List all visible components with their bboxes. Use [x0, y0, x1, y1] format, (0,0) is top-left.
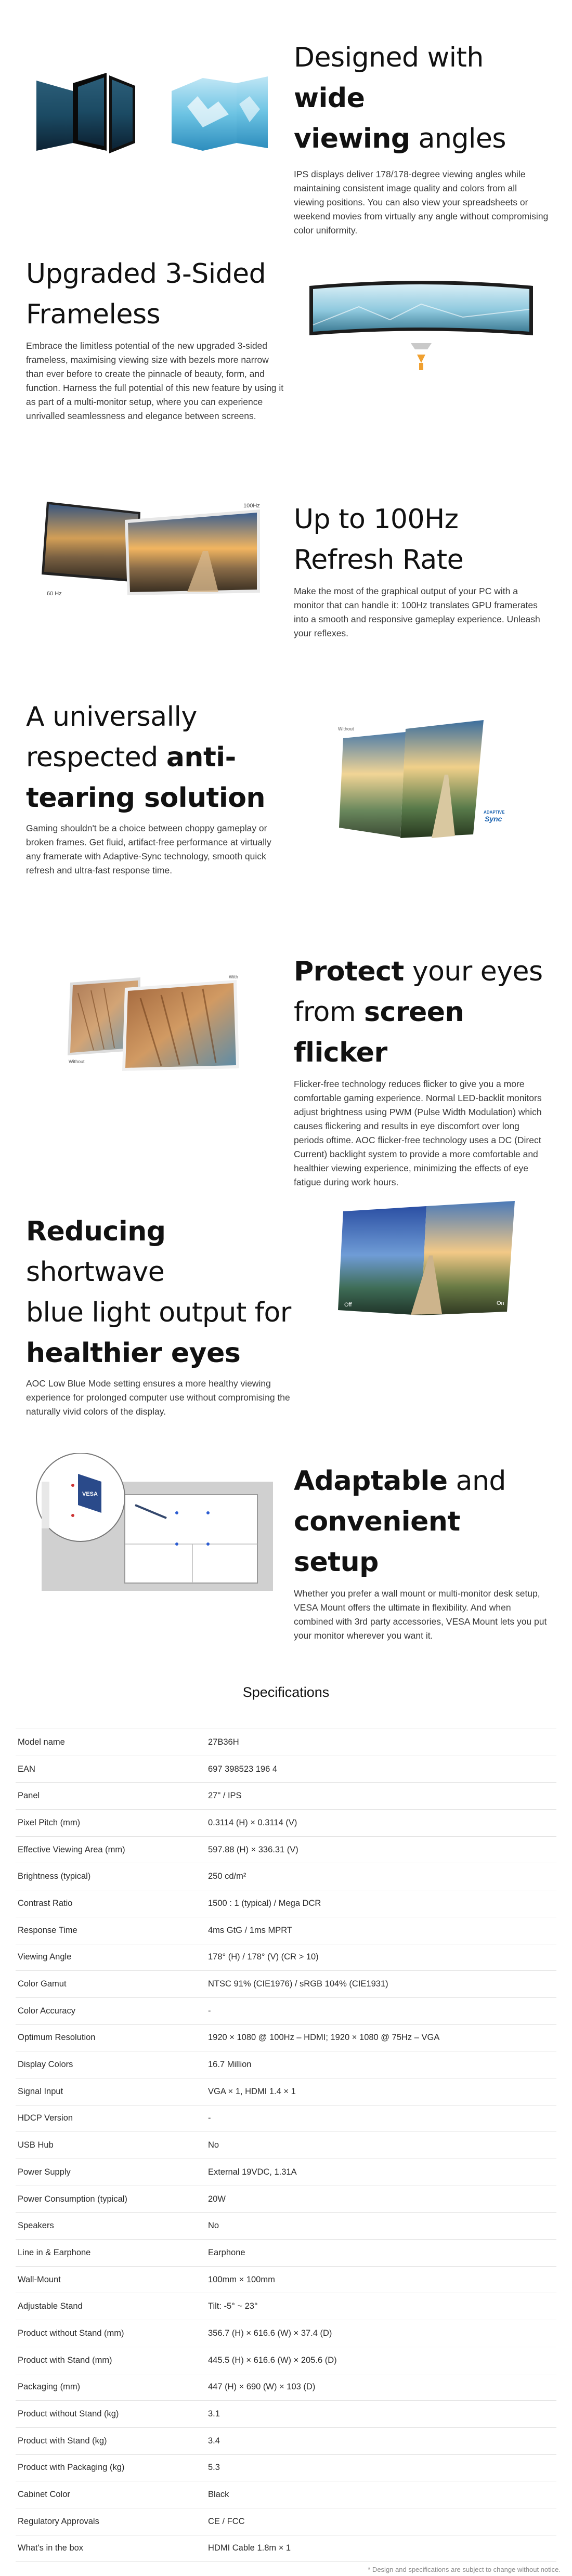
- spec-row: [16, 1836, 556, 1863]
- spec-label: Packaging (mm): [16, 2374, 205, 2401]
- frameless-monitor-image: [307, 276, 536, 374]
- title-emphasis: screen flicker: [294, 997, 464, 1068]
- spec-label: Color Gamut: [16, 1971, 205, 1998]
- spec-value: 20W: [205, 2186, 556, 2213]
- spec-label: Effective Viewing Area (mm): [16, 1836, 205, 1863]
- title-emphasis: Reducing: [26, 1216, 166, 1247]
- flicker-label-without: Without: [69, 1059, 85, 1064]
- spec-row: [16, 2481, 556, 2508]
- spec-row: [16, 1863, 556, 1890]
- spec-label: Speakers: [16, 2213, 205, 2240]
- refresh-label-100hz: 100Hz: [243, 503, 260, 509]
- refresh-rate-title: [294, 499, 549, 580]
- adaptive-sync-logo-top: ADAPTIVE: [484, 810, 505, 815]
- spec-row: [16, 2535, 556, 2562]
- vesa-mount-body: Whether you prefer a wall mount or multi-monitor desk setup, VESA Mount offers the ultimate in flexibility. And when combined with 3rd party accessories, VESA Mount lets you put your monitor wherever you want it.: [294, 1588, 547, 1641]
- low-blue-light-image: [333, 1198, 525, 1323]
- viewing-angles-image: [31, 65, 276, 159]
- spec-label: Pixel Pitch (mm): [16, 1810, 205, 1837]
- spec-label: Adjustable Stand: [16, 2293, 205, 2320]
- flicker-free-body: Flicker-free technology reduces flicker to give you a more comfortable gaming experience. Normal LED-backlit monitors adjust brightness using PWM (Pulse Width Modulation) which causes flickering and results in eye discomfort over long periods oftime. AOC flicker-free technology uses a DC (Direct Current) backlight system to provide a more comfortable and healthier viewing experience, minimizing the effects of eye fatigue during work hours.: [294, 1079, 542, 1187]
- low-blue-light-title: [26, 1211, 296, 1374]
- title-part: shortwave: [26, 1257, 165, 1288]
- spec-label: Optimum Resolution: [16, 2024, 205, 2051]
- frameless-body: Embrace the limitless potential of the new upgraded 3-sided frameless, maximising viewing size with bezels more narrow than ever before to create the pinnacle of beauty, form, and function. Harness the full potential of this new feature by using it as part of a multi-monitor setup, where you can experience unrivalled seamlessness and elegance between screens.: [26, 341, 284, 421]
- feature-vesa-mount: [0, 1409, 572, 1641]
- spec-row: [16, 2213, 556, 2240]
- spec-row: [16, 2508, 556, 2535]
- spec-value: 445.5 (H) × 616.6 (W) × 205.6 (D): [205, 2347, 556, 2374]
- disclaimer: * Design and specifications are subject to change without notice.: [368, 2566, 561, 2573]
- spec-value: 16.7 Million: [205, 2051, 556, 2078]
- feature-refresh-rate: [0, 442, 572, 650]
- vesa-mount-title: [294, 1461, 549, 1583]
- refresh-rate-body: Make the most of the graphical output of your PC with a monitor that can handle it: 100Hz translates GPU framerates into a smooth and responsive gameplay experience. Unleash your reflexes.: [294, 586, 540, 638]
- title-part: Designed with: [294, 42, 484, 73]
- spec-row: [16, 1971, 556, 1998]
- title-emphasis: convenient setup: [294, 1506, 460, 1578]
- refresh-rate-image: [31, 494, 270, 603]
- low-blue-light-body: AOC Low Blue Mode setting ensures a more healthy viewing experience for prolonged computer use without compromising the naturally vivid colors of the display.: [26, 1378, 290, 1417]
- spec-row: [16, 1997, 556, 2024]
- spec-row: [16, 1783, 556, 1810]
- title-part: angles: [410, 123, 506, 154]
- feature-flicker-free: [0, 910, 572, 1187]
- flicker-label-with: With: [229, 974, 238, 979]
- spec-row: [16, 2454, 556, 2481]
- spec-row: [16, 1944, 556, 1971]
- spec-value: 178° (H) / 178° (V) (CR > 10): [205, 1944, 556, 1971]
- spec-value: 100mm × 100mm: [205, 2266, 556, 2293]
- spec-value: CE / FCC: [205, 2508, 556, 2535]
- spec-label: Product with Stand (kg): [16, 2427, 205, 2454]
- spec-value: No: [205, 2213, 556, 2240]
- spec-value: 1920 × 1080 @ 100Hz – HDMI; 1920 × 1080 @ 75Hz – VGA: [205, 2024, 556, 2051]
- title-part: your eyes: [404, 956, 543, 987]
- spec-label: HDCP Version: [16, 2105, 205, 2132]
- spec-row: [16, 2374, 556, 2401]
- frameless-title: [26, 254, 286, 335]
- spec-value: -: [205, 2105, 556, 2132]
- specifications-table: [16, 1729, 556, 2562]
- spec-row: [16, 2320, 556, 2347]
- title-part: Frameless: [26, 299, 161, 330]
- spec-label: Regulatory Approvals: [16, 2508, 205, 2535]
- spec-value: Earphone: [205, 2240, 556, 2267]
- spec-row: [16, 2293, 556, 2320]
- anti-tearing-title: [26, 697, 286, 818]
- viewing-angles-title: [294, 37, 549, 159]
- spec-label: EAN: [16, 1756, 205, 1783]
- spec-row: [16, 2051, 556, 2078]
- spec-label: Panel: [16, 1783, 205, 1810]
- spec-row: [16, 2105, 556, 2132]
- title-part: blue light output for: [26, 1297, 291, 1328]
- spec-value: No: [205, 2132, 556, 2159]
- spec-label: Product with Stand (mm): [16, 2347, 205, 2374]
- spec-label: Contrast Ratio: [16, 1890, 205, 1917]
- spec-label: Cabinet Color: [16, 2481, 205, 2508]
- spec-value: 0.3114 (H) × 0.3114 (V): [205, 1810, 556, 1837]
- title-emphasis: healthier eyes: [26, 1338, 241, 1369]
- feature-frameless: [0, 208, 572, 442]
- spec-label: Signal Input: [16, 2078, 205, 2105]
- title-part: A universally: [26, 701, 197, 733]
- spec-row: [16, 1729, 556, 1756]
- spec-row: [16, 1917, 556, 1944]
- title-emphasis: Adaptable: [294, 1466, 448, 1497]
- spec-value: VGA × 1, HDMI 1.4 × 1: [205, 2078, 556, 2105]
- spec-value: 27B36H: [205, 1729, 556, 1756]
- spec-row: [16, 2240, 556, 2267]
- title-part: from: [294, 997, 365, 1028]
- spec-value: HDMI Cable 1.8m × 1: [205, 2535, 556, 2562]
- tearing-label-without: Without: [338, 726, 354, 731]
- spec-value: NTSC 91% (CIE1976) / sRGB 104% (CIE1931): [205, 1971, 556, 1998]
- feature-low-blue-light: [0, 1170, 572, 1417]
- spec-value: 697 398523 196 4: [205, 1756, 556, 1783]
- spec-value: 3.1: [205, 2401, 556, 2428]
- spec-row: [16, 2266, 556, 2293]
- spec-label: Power Consumption (typical): [16, 2186, 205, 2213]
- title-emphasis: Protect: [294, 956, 404, 987]
- title-part: Upgraded 3-Sided: [26, 258, 266, 290]
- title-part: and: [447, 1466, 506, 1497]
- spec-value: 597.88 (H) × 336.31 (V): [205, 1836, 556, 1863]
- spec-label: Product without Stand (kg): [16, 2401, 205, 2428]
- vesa-label: VESA: [82, 1491, 98, 1497]
- spec-row: [16, 2078, 556, 2105]
- spec-label: Power Supply: [16, 2159, 205, 2186]
- title-part: Up to 100Hz: [294, 504, 459, 535]
- blue-light-label-on: On: [497, 1300, 504, 1306]
- spec-value: 27" / IPS: [205, 1783, 556, 1810]
- vesa-mount-image: [31, 1453, 281, 1596]
- refresh-label-60hz: 60 Hz: [47, 591, 62, 597]
- title-emphasis: wide: [294, 83, 365, 114]
- title-part: Refresh Rate: [294, 544, 464, 576]
- spec-value: 356.7 (H) × 616.6 (W) × 37.4 (D): [205, 2320, 556, 2347]
- spec-value: -: [205, 1997, 556, 2024]
- spec-value: 3.4: [205, 2427, 556, 2454]
- spec-label: Viewing Angle: [16, 1944, 205, 1971]
- title-emphasis: tearing solution: [26, 782, 265, 814]
- spec-label: Product without Stand (mm): [16, 2320, 205, 2347]
- spec-label: Product with Packaging (kg): [16, 2454, 205, 2481]
- viewing-angles-body: IPS displays deliver 178/178-degree viewing angles while maintaining consistent image quality and colors from all viewing positions. You can also view your spreadsheets or weekend movies from virtually any angle without compromising color uniformity.: [294, 169, 549, 236]
- specifications-title: Specifications: [242, 1684, 330, 1700]
- spec-label: Color Accuracy: [16, 1997, 205, 2024]
- spec-value: Black: [205, 2481, 556, 2508]
- spec-row: [16, 2132, 556, 2159]
- spec-value: External 19VDC, 1.31A: [205, 2159, 556, 2186]
- title-part: respected: [26, 742, 166, 773]
- flicker-free-title: [294, 951, 549, 1073]
- adaptive-sync-logo-bottom: Sync: [485, 815, 502, 823]
- spec-value: 447 (H) × 690 (W) × 103 (D): [205, 2374, 556, 2401]
- spec-row: [16, 2427, 556, 2454]
- spec-value: Tilt: -5° ~ 23°: [205, 2293, 556, 2320]
- flicker-free-image: [62, 972, 250, 1076]
- spec-label: Model name: [16, 1729, 205, 1756]
- spec-row: [16, 2347, 556, 2374]
- blue-light-label-off: Off: [344, 1302, 352, 1308]
- title-emphasis: anti-: [166, 742, 236, 773]
- spec-label: Response Time: [16, 1917, 205, 1944]
- spec-label: Wall-Mount: [16, 2266, 205, 2293]
- spec-label: USB Hub: [16, 2132, 205, 2159]
- spec-row: [16, 1756, 556, 1783]
- spec-value: 250 cd/m²: [205, 1863, 556, 1890]
- spec-row: [16, 1890, 556, 1917]
- spec-label: What's in the box: [16, 2535, 205, 2562]
- spec-row: [16, 2401, 556, 2428]
- spec-row: [16, 2186, 556, 2213]
- spec-label: Display Colors: [16, 2051, 205, 2078]
- spec-value: 5.3: [205, 2454, 556, 2481]
- feature-anti-tearing: [0, 650, 572, 910]
- spec-value: 4ms GtG / 1ms MPRT: [205, 1917, 556, 1944]
- spec-row: [16, 1810, 556, 1837]
- anti-tearing-body: Gaming shouldn't be a choice between choppy gameplay or broken frames. Get fluid, artifact-free performance at virtually any framerate with Adaptive-Sync technology, smooth quick refresh and ultra-fast response time.: [26, 823, 271, 875]
- title-emphasis: viewing: [294, 123, 410, 154]
- spec-label: Line in & Earphone: [16, 2240, 205, 2267]
- spec-row: [16, 2024, 556, 2051]
- spec-row: [16, 2159, 556, 2186]
- spec-label: Brightness (typical): [16, 1863, 205, 1890]
- anti-tearing-image: [328, 717, 515, 842]
- feature-viewing-angles: [0, 0, 572, 236]
- spec-value: 1500 : 1 (typical) / Mega DCR: [205, 1890, 556, 1917]
